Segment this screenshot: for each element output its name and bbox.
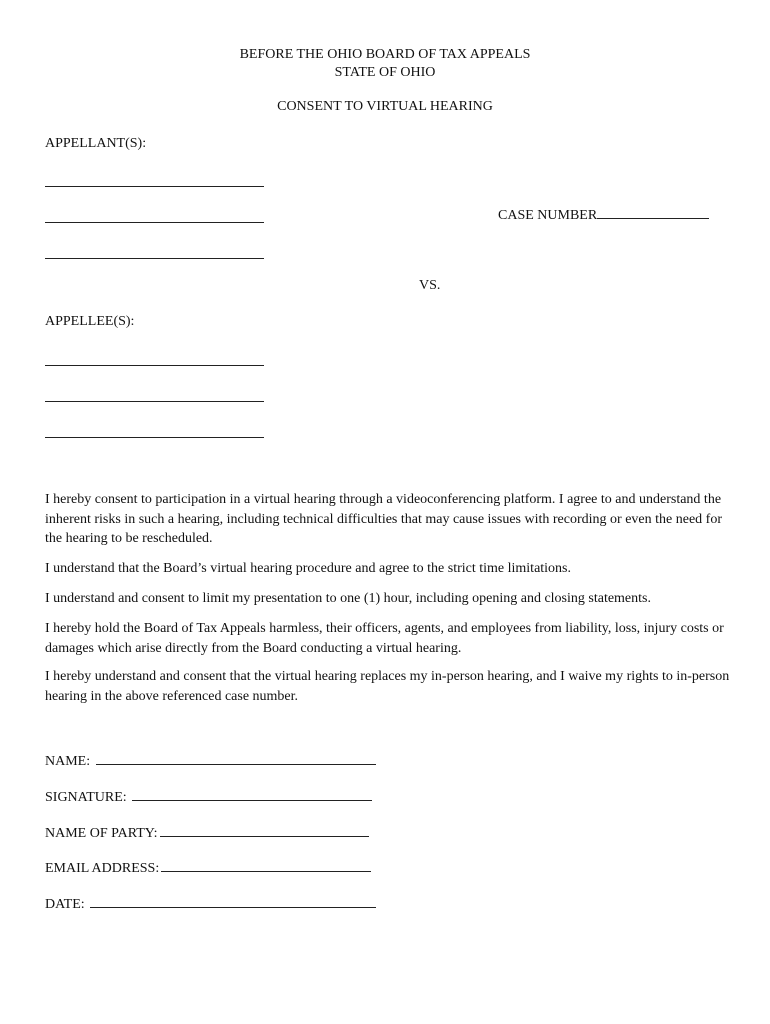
liability-paragraph: I hereby hold the Board of Tax Appeals harmless, their officers, agents, and employees from liability, loss, injury costs or damages which arise directly from the Board conducting a virtual hearing. <box>45 621 724 656</box>
versus-label: VS. <box>419 278 441 293</box>
signature-label: SIGNATURE: <box>45 790 131 805</box>
date-blank[interactable] <box>90 895 376 908</box>
case-number-blank[interactable] <box>597 206 709 219</box>
signature-field[interactable] <box>45 788 372 807</box>
name-blank[interactable] <box>96 752 376 765</box>
email-blank[interactable] <box>161 859 371 872</box>
appellant-line-2[interactable] <box>45 222 264 223</box>
name-label: NAME: <box>45 754 94 769</box>
party-name-blank[interactable] <box>160 824 369 837</box>
time-limit-paragraph: I understand and consent to limit my presentation to one (1) hour, including opening and closing statements. <box>45 591 651 606</box>
consent-paragraph: I hereby consent to participation in a virtual hearing through a videoconferencing platform. I agree to and understand the inherent risks in such a hearing, including technical difficulties that may cause issues with recording or even the need for the hearing to be rescheduled. <box>45 492 722 546</box>
document-title: CONSENT TO VIRTUAL HEARING <box>277 99 493 114</box>
signature-blank[interactable] <box>132 788 372 801</box>
appellee-line-2[interactable] <box>45 401 264 402</box>
procedure-paragraph: I understand that the Board’s virtual hearing procedure and agree to the strict time limitations. <box>45 561 572 576</box>
date-label: DATE: <box>45 897 89 912</box>
case-number-field[interactable] <box>498 206 709 225</box>
date-field[interactable] <box>45 895 376 914</box>
appellant-line-1[interactable] <box>45 186 264 187</box>
party-name-label: NAME OF PARTY: <box>45 826 158 841</box>
party-name-field[interactable] <box>45 824 369 843</box>
email-field[interactable] <box>45 859 371 878</box>
waiver-paragraph: I hereby understand and consent that the virtual hearing replaces my in-person hearing, and I waive my rights to in-person hearing in the above referenced case number. <box>45 669 730 704</box>
name-field[interactable] <box>45 752 376 771</box>
appellants-label: APPELLANT(S): <box>45 136 147 151</box>
appellant-line-3[interactable] <box>45 258 264 259</box>
appellees-label: APPELLEE(S): <box>45 314 135 329</box>
email-label: EMAIL ADDRESS: <box>45 861 160 876</box>
board-heading: BEFORE THE OHIO BOARD OF TAX APPEALS <box>239 47 531 62</box>
case-number-label: CASE NUMBER <box>498 208 598 223</box>
appellee-line-3[interactable] <box>45 437 264 438</box>
appellee-line-1[interactable] <box>45 365 264 366</box>
state-heading: STATE OF OHIO <box>334 65 436 80</box>
